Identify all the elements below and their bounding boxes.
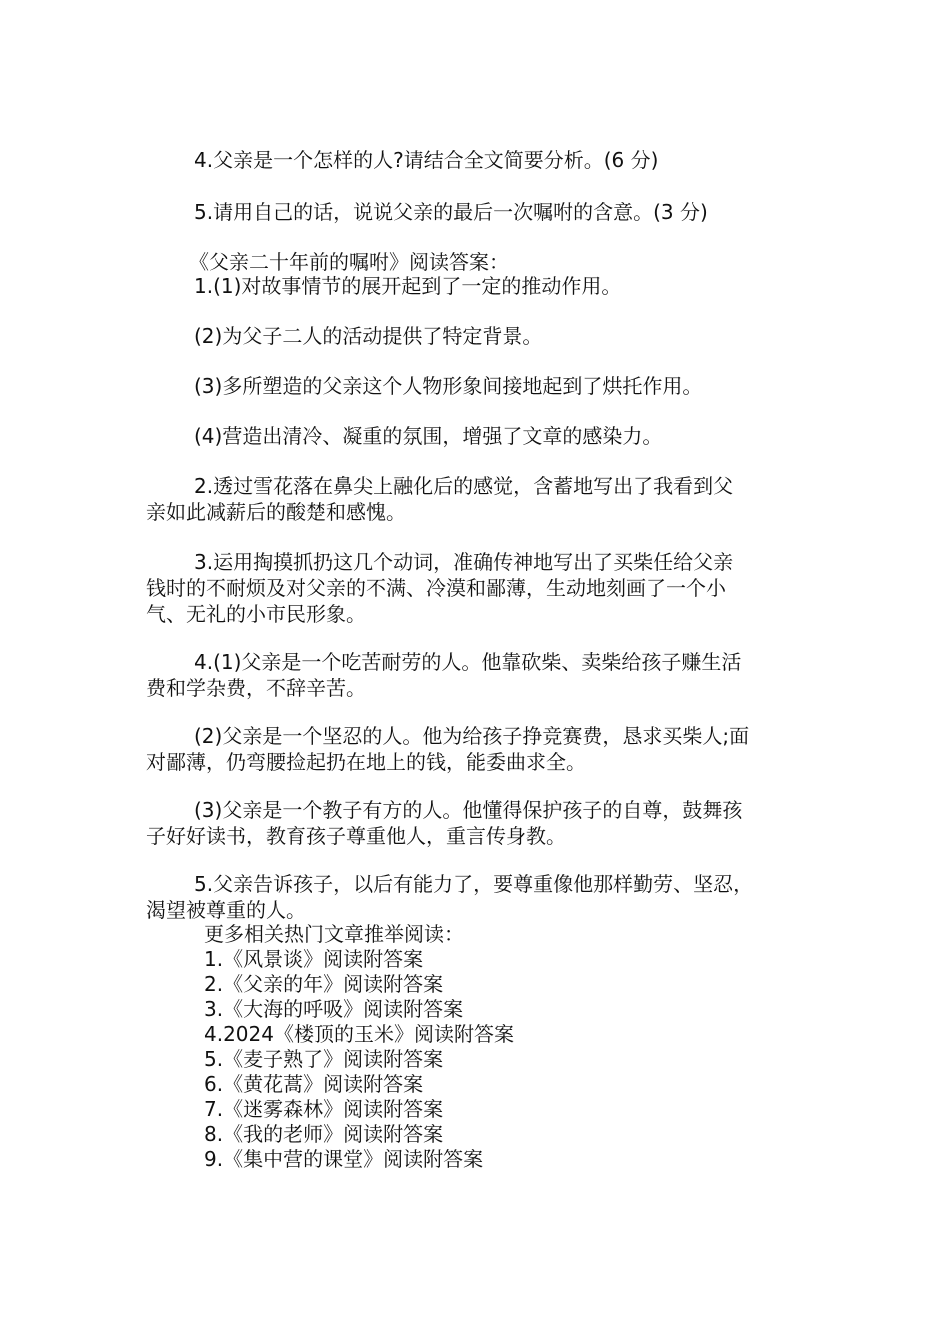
answer-3-line-1: 3.运用掏摸抓扔这几个动词，准确传神地写出了买柴任给父亲 (194, 550, 734, 574)
answer-1-3: (3)多所塑造的父亲这个人物形象间接地起到了烘托作用。 (194, 374, 703, 398)
more-article-link[interactable]: 4.2024《楼顶的玉米》阅读附答案 (204, 1022, 514, 1046)
answer-3-line-3: 气、无礼的小市民形象。 (146, 602, 366, 626)
more-article-link[interactable]: 1.《风景谈》阅读附答案 (204, 947, 424, 971)
more-article-link[interactable]: 3.《大海的呼吸》阅读附答案 (204, 997, 464, 1021)
answer-1-2: (2)为父子二人的活动提供了特定背景。 (194, 324, 543, 348)
more-article-link[interactable]: 7.《迷雾森林》阅读附答案 (204, 1097, 444, 1121)
more-article-link[interactable]: 6.《黄花蒿》阅读附答案 (204, 1072, 424, 1096)
answer-1-4: (4)营造出清冷、凝重的氛围，增强了文章的感染力。 (194, 424, 663, 448)
answer-5-line-1: 5.父亲告诉孩子，以后有能力了，要尊重像他那样勤劳、坚忍， (194, 872, 754, 896)
answer-2-line-1: 2.透过雪花落在鼻尖上融化后的感觉，含蓄地写出了我看到父 (194, 474, 734, 498)
answer-3-line-2: 钱时的不耐烦及对父亲的不满、冷漠和鄙薄，生动地刻画了一个小 (146, 576, 726, 600)
answer-4-2-line-2: 对鄙薄，仍弯腰捡起扔在地上的钱，能委曲求全。 (146, 750, 586, 774)
answer-4-2-line-1: (2)父亲是一个坚忍的人。他为给孩子挣竞赛费，恳求买柴人;面 (194, 724, 750, 748)
question-4: 4.父亲是一个怎样的人?请结合全文简要分析。(6 分) (194, 148, 659, 172)
more-article-link[interactable]: 5.《麦子熟了》阅读附答案 (204, 1047, 444, 1071)
answer-1-1: 1.(1)对故事情节的展开起到了一定的推动作用。 (194, 274, 622, 298)
more-articles-heading: 更多相关热门文章推举阅读： (204, 922, 464, 946)
more-article-link[interactable]: 9.《集中营的课堂》阅读附答案 (204, 1147, 484, 1171)
more-article-link[interactable]: 8.《我的老师》阅读附答案 (204, 1122, 444, 1146)
answer-2-line-2: 亲如此减薪后的酸楚和感愧。 (146, 500, 406, 524)
answers-title: 《父亲二十年前的嘱咐》阅读答案： (189, 250, 509, 274)
answer-4-3-line-1: (3)父亲是一个教子有方的人。他懂得保护孩子的自尊，鼓舞孩 (194, 798, 743, 822)
more-article-link[interactable]: 2.《父亲的年》阅读附答案 (204, 972, 444, 996)
answer-4-3-line-2: 子好好读书，教育孩子尊重他人，重言传身教。 (146, 824, 566, 848)
question-5: 5.请用自己的话，说说父亲的最后一次嘱咐的含意。(3 分) (194, 200, 708, 224)
answer-5-line-2: 渴望被尊重的人。 (146, 898, 306, 922)
answer-4-1-line-2: 费和学杂费，不辞辛苦。 (146, 676, 366, 700)
answer-4-1-line-1: 4.(1)父亲是一个吃苦耐劳的人。他靠砍柴、卖柴给孩子赚生活 (194, 650, 742, 674)
